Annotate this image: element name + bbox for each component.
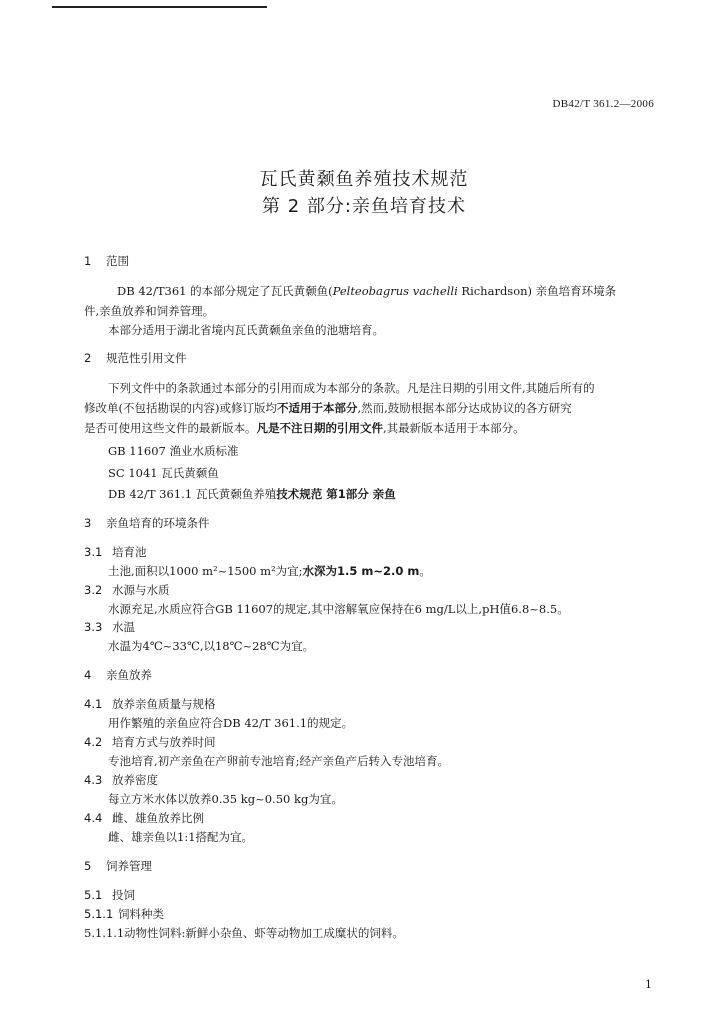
section-3-2-text: 水源充足,水质应符合GB 11607的规定,其中溶解氧应保持在6 mg/L以上,pH值6.8~8.5。 (108, 602, 569, 616)
section-5-1-1-heading: 5.1.1 饲料种类 (84, 907, 164, 921)
section-5-heading: 5 饲养管理 (84, 859, 152, 873)
reference-1: GB 11607 渔业水质标准 (108, 444, 239, 458)
section-1-paragraph-1-cont: 件,亲鱼放养和饲养管理。 (84, 304, 215, 318)
section-4-4-text: 雌、雄亲鱼以1:1搭配为宜。 (108, 830, 254, 844)
section-1-paragraph-2: 本部分适用于湖北省境内瓦氏黄颡鱼亲鱼的池塘培育。 (108, 323, 384, 337)
reference-2: SC 1041 瓦氏黄颡鱼 (108, 466, 219, 480)
section-3-3-heading: 3.3 水温 (84, 620, 135, 634)
page-number: 1 (645, 978, 652, 991)
header-rule (52, 6, 267, 8)
section-2-paragraph-1: 下列文件中的条款通过本部分的引用而成为本部分的条款。凡是注日期的引用文件,其随后所有的 (108, 381, 595, 395)
section-2-paragraph-1-cont: 修改单(不包括勘误的内容)或修订版均不适用于本部分,然而,鼓励根据本部分达成协议的各方研究 (84, 401, 572, 415)
section-1-paragraph-1: DB 42/T361 的本部分规定了瓦氏黄颡鱼(Pelteobagrus vachelli Richardson) 亲鱼培育环境条 (117, 284, 617, 298)
section-4-heading: 4 亲鱼放养 (84, 668, 152, 682)
scientific-name: Pelteobagrus vachelli (332, 284, 458, 298)
section-4-2-text: 专池培育,初产亲鱼在产卵前专池培育;经产亲鱼产后转入专池培育。 (108, 754, 450, 768)
section-4-4-heading: 4.4 雌、雄鱼放养比例 (84, 811, 204, 825)
section-4-1-text: 用作繁殖的亲鱼应符合DB 42/T 361.1的规定。 (108, 716, 354, 730)
section-2-heading: 2 规范性引用文件 (84, 351, 187, 365)
section-3-heading: 3 亲鱼培育的环境条件 (84, 516, 210, 530)
section-1-heading: 1 范围 (84, 254, 129, 268)
section-4-3-text: 每立方米水体以放养0.35 kg~0.50 kg为宜。 (108, 792, 343, 806)
section-2-paragraph-1-end: 是否可使用这些文件的最新版本。凡是不注日期的引用文件,其最新版本适用于本部分。 (84, 421, 525, 435)
document-subtitle: 第 2 部分:亲鱼培育技术 (262, 196, 466, 217)
section-4-3-heading: 4.3 放养密度 (84, 773, 158, 787)
section-5-1-1-1-text: 5.1.1.1动物性饲料:新鲜小杂鱼、虾等动物加工成糜状的饲料。 (84, 926, 404, 940)
document-title: 瓦氏黄颡鱼养殖技术规范 (259, 169, 469, 190)
document-number: DB42/T 361.2—2006 (552, 98, 654, 110)
section-3-1-heading: 3.1 培育池 (84, 545, 147, 559)
section-3-1-text: 土池,面积以1000 m²~1500 m²为宜;水深为1.5 m~2.0 m。 (108, 564, 431, 578)
section-3-3-text: 水温为4℃~33℃,以18℃~28℃为宜。 (108, 639, 315, 653)
reference-3: DB 42/T 361.1 瓦氏黄颡鱼养殖技术规范 第1部分 亲鱼 (108, 487, 396, 501)
section-3-2-heading: 3.2 水源与水质 (84, 583, 170, 597)
section-5-1-heading: 5.1 投饲 (84, 888, 135, 902)
section-4-1-heading: 4.1 放养亲鱼质量与规格 (84, 697, 216, 711)
section-4-2-heading: 4.2 培育方式与放养时间 (84, 735, 216, 749)
